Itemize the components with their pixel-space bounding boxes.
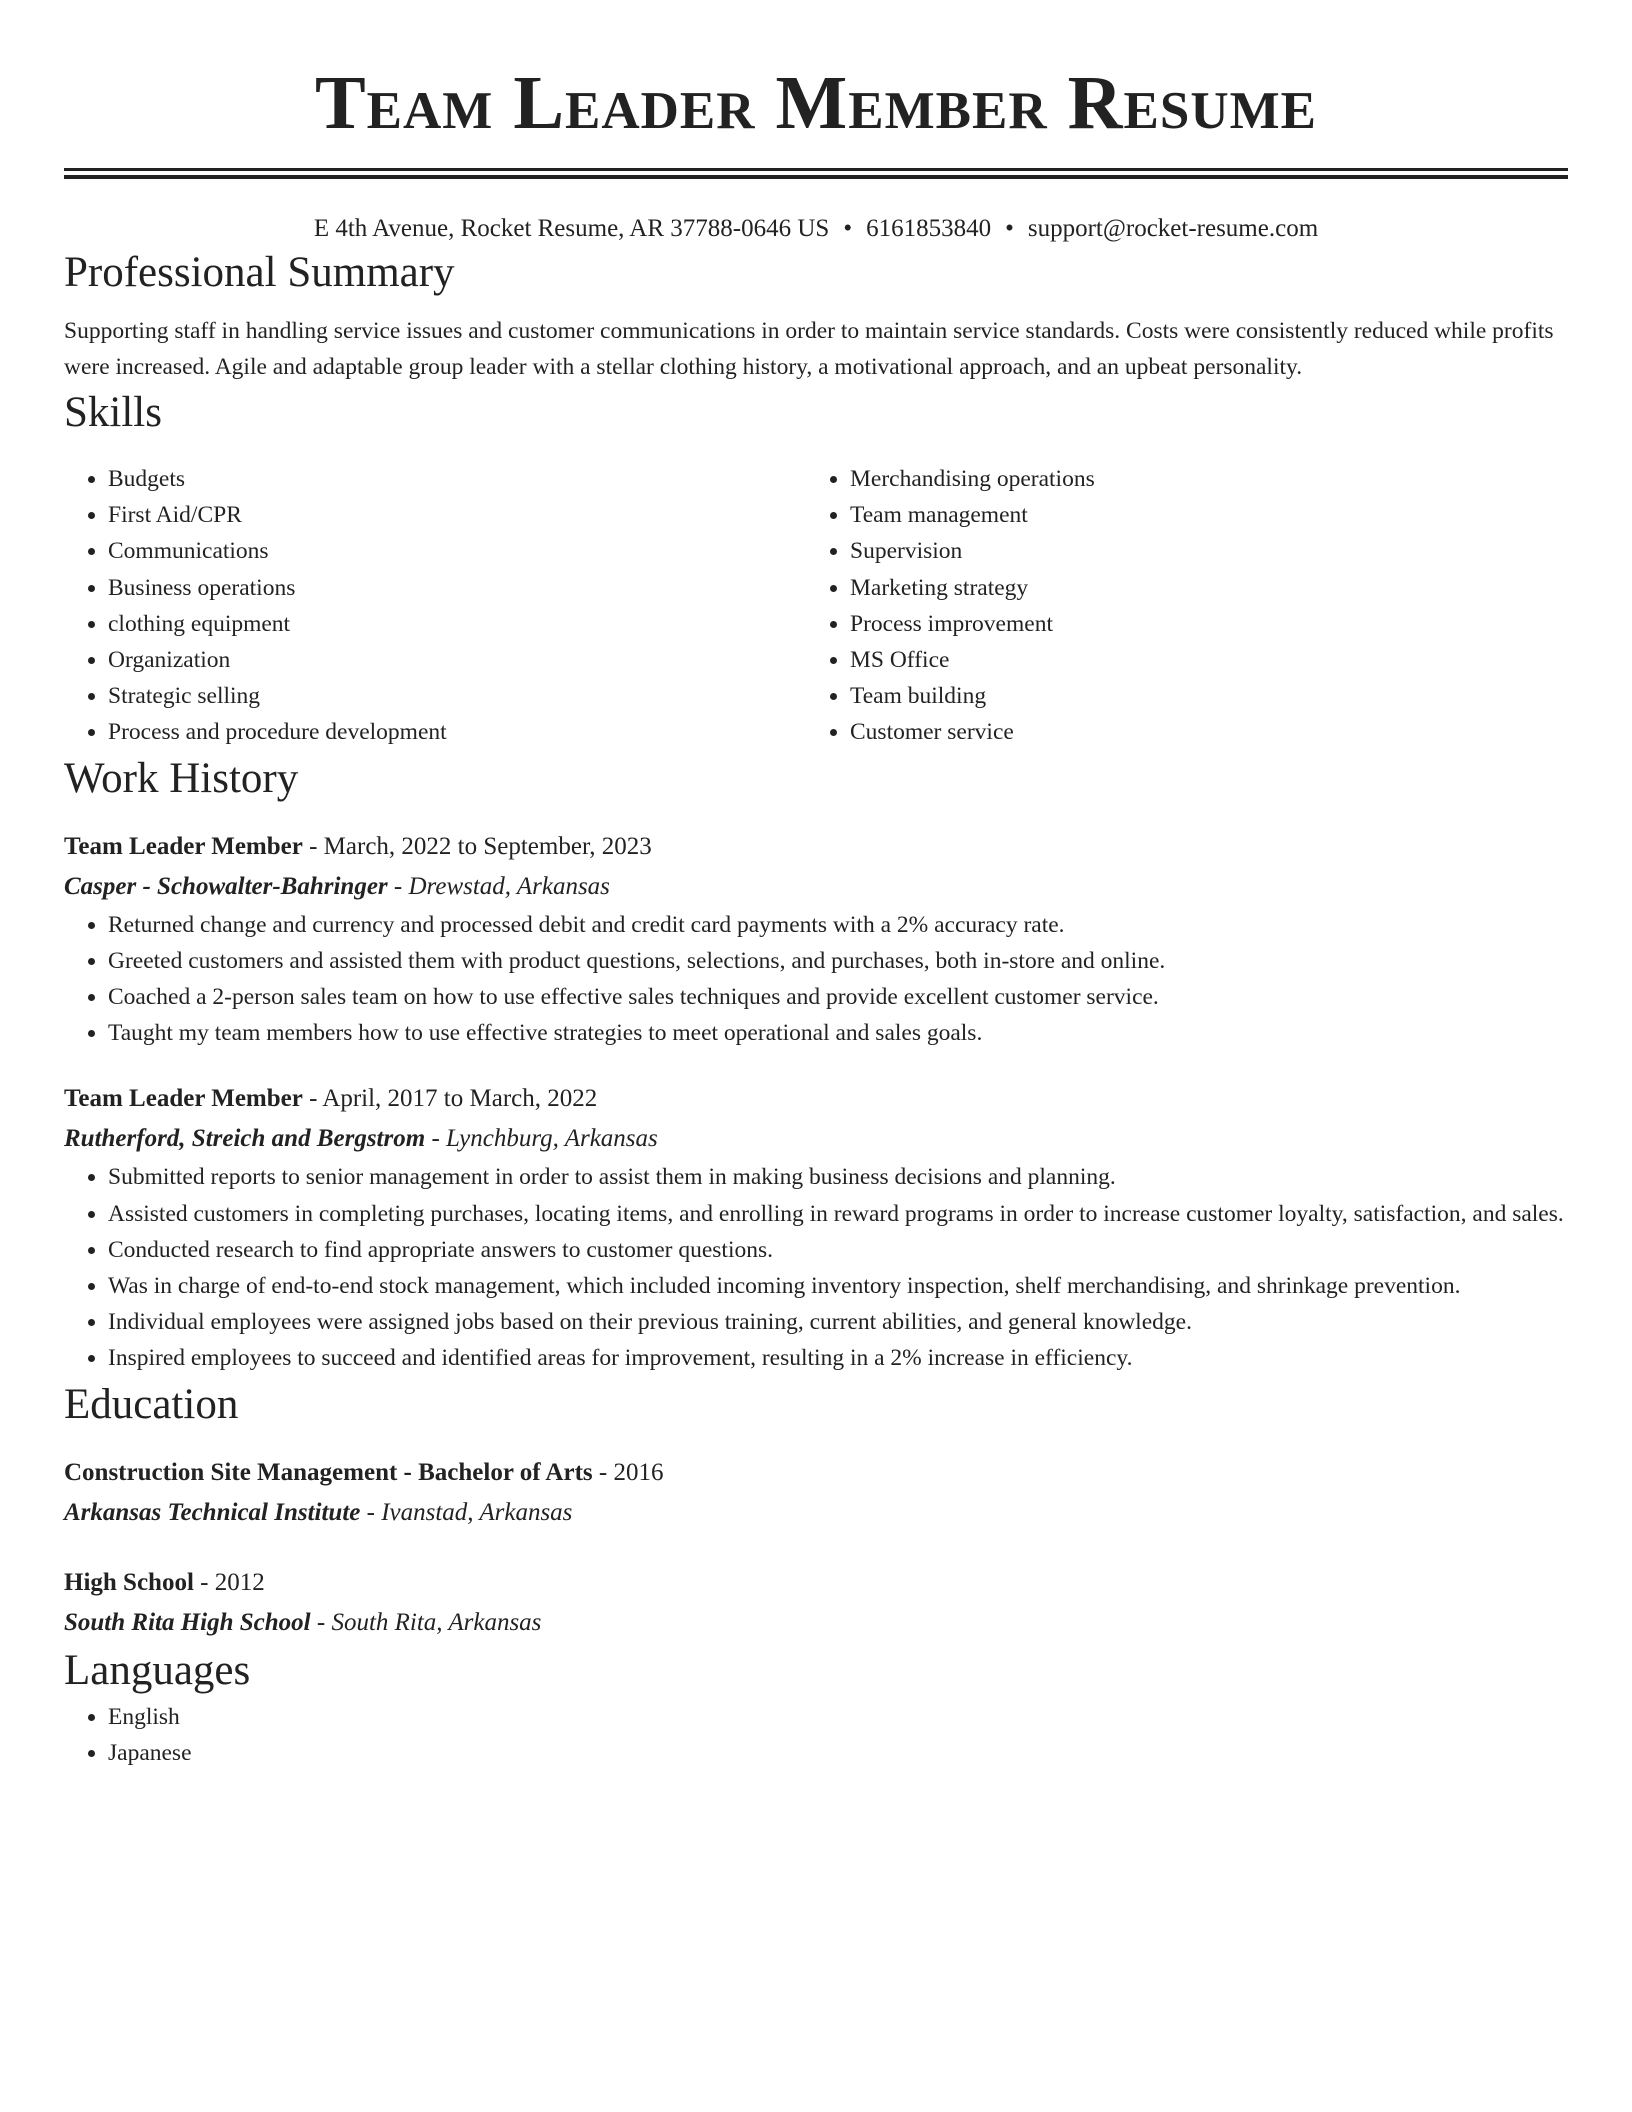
resume-title: Team Leader Member Resume bbox=[314, 61, 1317, 145]
job-company: Rutherford, Streich and Bergstrom bbox=[64, 1125, 426, 1153]
job-duty-item: • Individual employees were assigned jobs based on their previous training, current abilities, and general knowledge. bbox=[108, 1304, 1568, 1340]
contact-phone: 6161853840 bbox=[866, 215, 992, 242]
job-duty-item: • Was in charge of end-to-end stock management, which included incoming inventory inspection, shelf merchandising, and shrinkage prevention. bbox=[108, 1268, 1568, 1304]
skill-item: • Strategic selling bbox=[108, 678, 806, 714]
education-degree: High School bbox=[64, 1568, 194, 1596]
language-item: • English bbox=[108, 1699, 1568, 1735]
job-employer bbox=[64, 867, 1568, 907]
skill-item: • Business operations bbox=[108, 570, 806, 606]
contact-separator: • bbox=[1005, 215, 1014, 242]
education-school: Arkansas Technical Institute bbox=[64, 1498, 361, 1526]
skill-item: • Supervision bbox=[850, 533, 1548, 569]
job-duty-item: • Greeted customers and assisted them with product questions, selections, and purchases, both in-store and online. bbox=[108, 943, 1568, 979]
job-duty-item: • Taught my team members how to use effective strategies to meet operational and sales goals. bbox=[108, 1015, 1568, 1051]
languages-heading: Languages bbox=[64, 1646, 251, 1694]
skills-columns bbox=[64, 461, 1568, 751]
skill-item: • Process and procedure development bbox=[108, 714, 806, 750]
work-history-heading: Work History bbox=[64, 754, 299, 802]
job-dates: - April, 2017 to March, 2022 bbox=[302, 1085, 598, 1113]
education-institution bbox=[64, 1493, 1568, 1533]
education-degree: Construction Site Management - Bachelor of Arts bbox=[64, 1458, 593, 1486]
job-location: - Drewstad, Arkansas bbox=[387, 872, 610, 900]
skill-item: • First Aid/CPR bbox=[108, 497, 806, 533]
skill-item: • Budgets bbox=[108, 461, 806, 497]
education-header bbox=[64, 1563, 1568, 1603]
education-header bbox=[64, 1453, 1568, 1493]
language-item: • Japanese bbox=[108, 1735, 1568, 1771]
job-duty-item: • Returned change and currency and processed debit and credit card payments with a 2% accuracy rate. bbox=[108, 907, 1568, 943]
contact-separator: • bbox=[843, 215, 853, 242]
skill-item: • Team building bbox=[850, 678, 1548, 714]
skill-item: • Team management bbox=[850, 497, 1548, 533]
skill-item: • Process improvement bbox=[850, 606, 1548, 642]
job-duty-item: • Submitted reports to senior management in order to assist them in making business decisions and planning. bbox=[108, 1159, 1568, 1195]
education-location: - Ivanstad, Arkansas bbox=[360, 1498, 573, 1526]
contact-address: E 4th Avenue, Rocket Resume, AR 37788-0646 US bbox=[313, 215, 830, 242]
skill-item: • MS Office bbox=[850, 642, 1548, 678]
skill-item: • clothing equipment bbox=[108, 606, 806, 642]
skill-item: • Communications bbox=[108, 533, 806, 569]
job-role: Team Leader Member bbox=[64, 1085, 303, 1113]
job-header bbox=[64, 1079, 1568, 1119]
job-location: - Lynchburg, Arkansas bbox=[425, 1125, 658, 1153]
summary-heading: Professional Summary bbox=[64, 249, 455, 296]
job-duties-list bbox=[64, 1159, 1568, 1376]
skills-left-column bbox=[64, 461, 806, 751]
job-company: Casper - Schowalter-Bahringer bbox=[64, 872, 388, 900]
job-duty-item: • Conducted research to find appropriate answers to customer questions. bbox=[108, 1232, 1568, 1268]
education-year: - 2012 bbox=[193, 1568, 265, 1596]
education-year: - 2016 bbox=[592, 1458, 664, 1486]
skills-right-column bbox=[806, 461, 1548, 751]
title-divider bbox=[64, 168, 1568, 179]
summary-text: Supporting staff in handling service issues and customer communications in order to maintain service standards. Costs were consistently reduced while profits were increased. Agile and adaptable group leader with a stellar clothing history, a motivational approach, and an upbeat personality. bbox=[64, 318, 1554, 380]
job-employer bbox=[64, 1119, 1568, 1159]
job-duty-item: • Assisted customers in completing purchases, locating items, and enrolling in reward programs in order to increase customer loyalty, satisfaction, and sales. bbox=[108, 1196, 1568, 1232]
job-duties-list bbox=[64, 907, 1568, 1052]
job-header bbox=[64, 827, 1568, 867]
skill-item: • Merchandising operations bbox=[850, 461, 1548, 497]
job-duty-item: • Inspired employees to succeed and identified areas for improvement, resulting in a 2% increase in efficiency. bbox=[108, 1340, 1568, 1376]
job-duty-item: • Coached a 2-person sales team on how to use effective sales techniques and provide excellent customer service. bbox=[108, 979, 1568, 1015]
education-school: South Rita High School bbox=[64, 1608, 311, 1636]
contact-email: support@rocket-resume.com bbox=[1027, 215, 1319, 242]
skills-heading: Skills bbox=[64, 389, 162, 436]
skill-item: • Marketing strategy bbox=[850, 570, 1548, 606]
job-dates: - March, 2022 to September, 2023 bbox=[302, 832, 652, 860]
skill-item: • Customer service bbox=[850, 714, 1548, 750]
job-role: Team Leader Member bbox=[64, 832, 303, 860]
languages-list bbox=[64, 1699, 1568, 1771]
education-institution bbox=[64, 1603, 1568, 1643]
contact-line bbox=[64, 213, 1568, 245]
education-heading: Education bbox=[64, 1380, 239, 1428]
skill-item: • Organization bbox=[108, 642, 806, 678]
education-location: - South Rita, Arkansas bbox=[310, 1608, 542, 1636]
